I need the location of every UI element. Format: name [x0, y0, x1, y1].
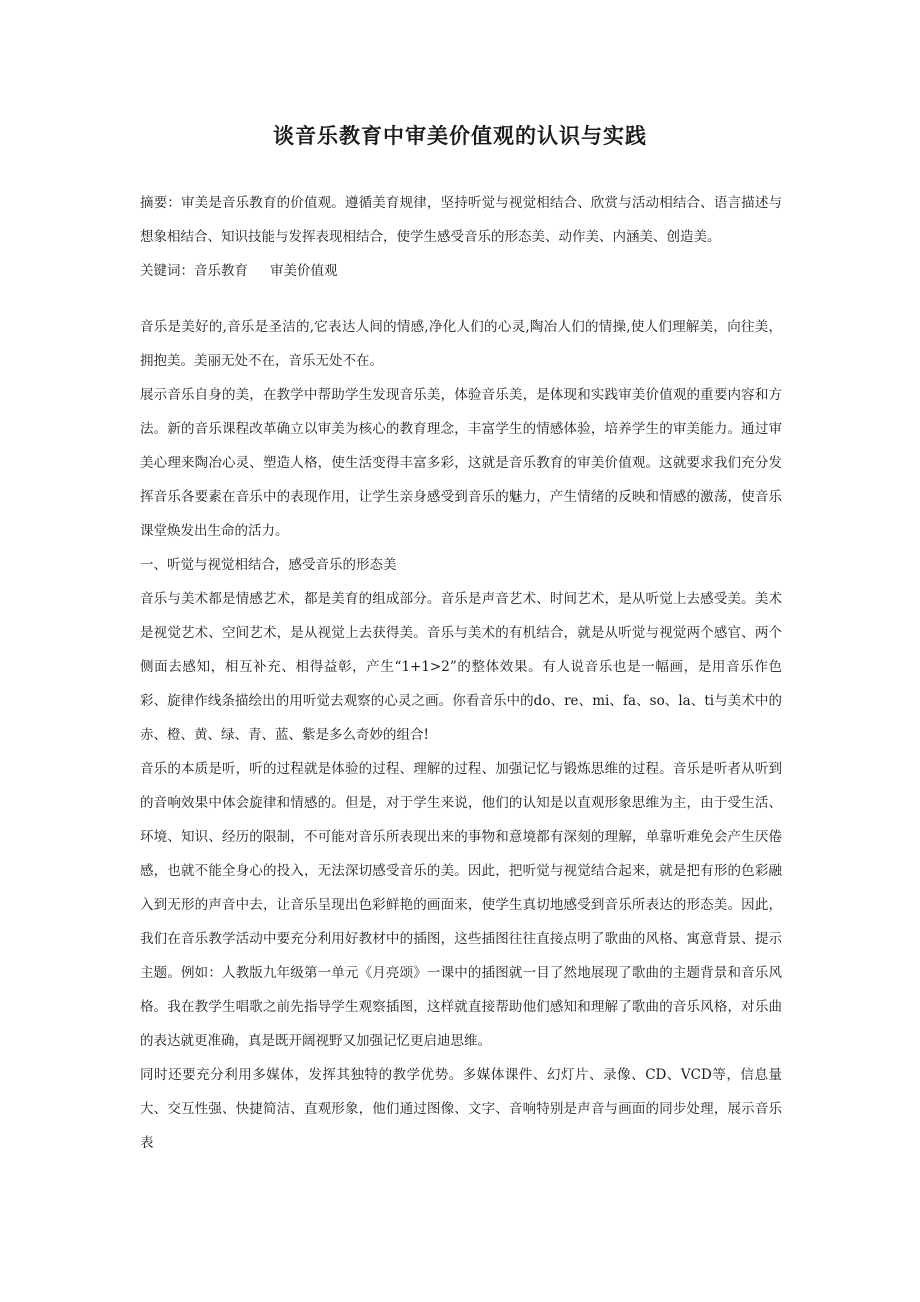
- paragraph: 音乐的本质是听，听的过程就是体验的过程、理解的过程、加强记忆与锻炼思维的过程。音乐是听者从听到的音响效果中体会旋律和情感的。但是，对于学生来说，他们的认知是以直观形象思维为主，由于受生活、环境、知识、经历的限制，不可能对音乐所表现出来的事物和意境都有深刻的理解，单靠听难免会产生厌倦感，也就不能全身心的投入，无法深切感受音乐的美。因此，把听觉与视觉结合起来，就是把有形的色彩融入到无形的声音中去，让音乐呈现出色彩鲜艳的画面来，使学生真切地感受到音乐所表达的形态美。因此，我们在音乐教学活动中要充分利用好教材中的插图，这些插图往往直接点明了歌曲的风格、寓意背景、提示主题。例如：人教版九年级第一单元《月亮颂》一课中的插图就一目了然地展现了歌曲的主题背景和音乐风格。我在教学生唱歌之前先指导学生观察插图，这样就直接帮助他们感知和理解了歌曲的音乐风格，对乐曲的表达就更准确，真是既开阔视野又加强记忆更启迪思维。: [140, 761, 782, 1049]
- spacer: [140, 288, 782, 310]
- paragraph: 音乐是美好的,音乐是圣洁的,它表达人间的情感,净化人们的心灵,陶冶人们的情操,使人们理解美，向往美，拥抱美。美丽无处不在，音乐无处不在。: [140, 319, 782, 369]
- paragraph: 同时还要充分利用多媒体，发挥其独特的教学优势。多媒体课件、幻灯片、录像、CD、VCD等，信息量大、交互性强、快捷简洁、直观形象，他们通过图像、文字、音响特别是声音与画面的同步处理，展示音乐表: [140, 1067, 782, 1151]
- abstract: 摘要：审美是音乐教育的价值观。遵循美育规律，坚持听觉与视觉相结合、欣赏与活动相结合、语言描述与想象相结合、知识技能与发挥表现相结合，使学生感受音乐的形态美、动作美、内涵美、创造美。: [140, 195, 782, 245]
- keywords-line: [140, 254, 782, 288]
- document-body: [140, 186, 782, 1160]
- document-title: 谈音乐教育中审美价值观的认识与实践: [273, 123, 647, 148]
- keywords-value: 审美价值观: [270, 263, 338, 279]
- paragraph: 展示音乐自身的美，在教学中帮助学生发现音乐美，体验音乐美，是体现和实践审美价值观的重要内容和方法。新的音乐课程改革确立以审美为核心的教育理念，丰富学生的情感体验，培养学生的审美能力。通过审美心理来陶冶心灵、塑造人格，使生活变得丰富多彩，这就是音乐教育的审美价值观。这就要求我们充分发挥音乐各要素在音乐中的表现作用，让学生亲身感受到音乐的魅力，产生情绪的反映和情感的激荡，使音乐课堂焕发出生命的活力。: [140, 387, 782, 539]
- paragraph: 音乐与美术都是情感艺术，都是美育的组成部分。音乐是声音艺术、时间艺术，是从听觉上去感受美。美术是视觉艺术、空间艺术，是从视觉上去获得美。音乐与美术的有机结合，就是从听觉与视觉两个感官、两个侧面去感知，相互补充、相得益彰，产生“1+1>2”的整体效果。有人说音乐也是一幅画，是用音乐作色彩、旋律作线条描绘出的用听觉去观察的心灵之画。你看音乐中的do、re、mi、fa、so、la、ti与美术中的赤、橙、黄、绿、青、蓝、紫是多么奇妙的组合!: [140, 591, 782, 743]
- keywords-label: 关键词：音乐教育: [140, 263, 248, 279]
- section-heading: 一、听觉与视觉相结合，感受音乐的形态美: [140, 557, 397, 573]
